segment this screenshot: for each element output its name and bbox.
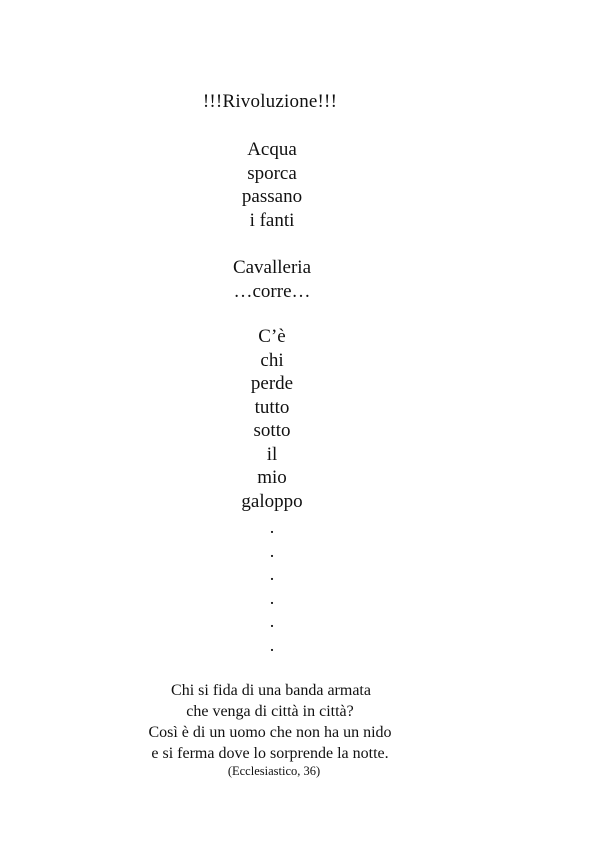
stanza-1 bbox=[0, 138, 544, 232]
verse-line: sporca bbox=[247, 162, 297, 184]
dot: . bbox=[269, 634, 275, 655]
quote-line: Così è di un uomo che non ha un nido bbox=[148, 724, 392, 741]
verse-line: sotto bbox=[253, 420, 291, 441]
verse-line: il bbox=[266, 443, 278, 465]
epigraph-quote bbox=[0, 680, 540, 764]
stanza-2 bbox=[0, 256, 544, 303]
dot: . bbox=[269, 587, 275, 608]
verse-line: …corre… bbox=[233, 280, 311, 302]
dot: . bbox=[269, 540, 275, 561]
verse-line: mio bbox=[257, 467, 287, 488]
quote-line: che venga di città in città? bbox=[186, 703, 354, 720]
quote-citation: (Ecclesiastico, 36) bbox=[227, 764, 321, 778]
verse-line: i fanti bbox=[249, 209, 295, 231]
verse-line: passano bbox=[241, 186, 303, 207]
verse-line: Cavalleria bbox=[232, 257, 312, 278]
stanza-3 bbox=[0, 325, 544, 513]
verse-line: C’è bbox=[258, 326, 286, 347]
quote-line: e si ferma dove lo sorprende la notte. bbox=[151, 745, 389, 762]
ellipsis-dots bbox=[0, 516, 544, 658]
quote-line: Chi si fida di una banda armata bbox=[171, 682, 371, 699]
dot: . bbox=[269, 611, 275, 632]
verse-line: perde bbox=[250, 373, 294, 394]
dot: . bbox=[269, 517, 275, 537]
dot: . bbox=[269, 564, 275, 585]
verse-line: tutto bbox=[254, 396, 290, 418]
poem-title: !!!Rivoluzione!!! bbox=[202, 91, 338, 112]
verse-line: chi bbox=[260, 349, 284, 371]
verse-line: Acqua bbox=[247, 139, 297, 160]
verse-line: galoppo bbox=[241, 490, 303, 512]
